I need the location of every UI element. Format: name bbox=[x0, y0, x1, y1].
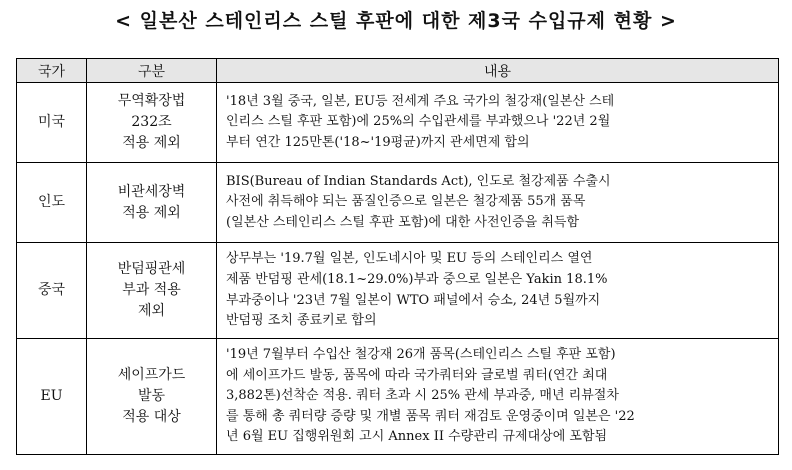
content-cell bbox=[217, 163, 779, 243]
category-line: 제외 bbox=[137, 303, 166, 319]
header-country: 국가 bbox=[17, 59, 87, 83]
category-line: 적용 대상 bbox=[122, 409, 181, 425]
country-cell: EU bbox=[17, 339, 87, 455]
category-line: 232조 bbox=[131, 114, 172, 130]
category-cell bbox=[87, 339, 217, 455]
import-regulation-table bbox=[16, 58, 779, 455]
content-line: 상무부는 '19.7월 일본, 인도네시아 및 EU 등의 스테인리스 열연 bbox=[226, 251, 593, 267]
category-line: 부과 적용 bbox=[122, 282, 181, 298]
content-line: '19년 7월부터 수입산 철강재 26개 품목(스테인리스 스틸 후판 포함) bbox=[226, 347, 616, 363]
category-cell bbox=[87, 243, 217, 339]
content-line: 3,882톤)선착순 적용. 쿼터 초과 시 25% 관세 부과중, 매년 리뷰절차 bbox=[226, 388, 619, 404]
category-cell bbox=[87, 83, 217, 163]
content-cell bbox=[217, 339, 779, 455]
category-line: 적용 제외 bbox=[122, 204, 181, 221]
content-line: '18년 3월 중국, 일본, EU등 전세계 주요 국가의 철강재(일본산 스테 bbox=[226, 93, 615, 109]
category-line: 비관세장벽 bbox=[117, 183, 186, 200]
content-cell bbox=[217, 243, 779, 339]
header-category: 구분 bbox=[87, 59, 217, 83]
content-line: 를 통해 총 쿼터량 증량 및 개별 품목 쿼터 재검토 운영중이며 일본은 '22 bbox=[226, 408, 635, 424]
category-line: 반덤핑관세 bbox=[117, 261, 186, 277]
category-line: 발동 bbox=[137, 388, 166, 404]
content-line: 부터 연간 125만톤('18~'19평균)까지 관세면제 합의 bbox=[226, 134, 530, 150]
content-line: (일본산 스테인리스 스틸 후판 포함)에 대한 사전인증을 취득함 bbox=[226, 214, 580, 230]
content-line: 부과중이나 '23년 7월 일본이 WTO 패널에서 승소, 24년 5월까지 bbox=[226, 292, 601, 308]
content-line: 에 세이프가드 발동, 품목에 따라 국가쿼터와 글로벌 쿼터(연간 최대 bbox=[226, 367, 608, 383]
country-cell: 인도 bbox=[17, 163, 87, 243]
header-content: 내용 bbox=[217, 59, 779, 83]
page-title: < 일본산 스테인리스 스틸 후판에 대한 제3국 수입규제 현황 > bbox=[115, 10, 677, 32]
table-row-india bbox=[17, 163, 779, 243]
country-cell: 중국 bbox=[17, 243, 87, 339]
table-row-china bbox=[17, 243, 779, 339]
category-line: 적용 제외 bbox=[122, 135, 181, 151]
table-row-usa bbox=[17, 83, 779, 163]
content-line: 사전에 취득해야 되는 품질인증으로 일본은 철강제품 55개 품목 bbox=[226, 194, 586, 210]
category-line: 무역확장법 bbox=[117, 93, 186, 109]
content-line: BIS(Bureau of Indian Standards Act), 인도로 철강제품 수출시 bbox=[226, 173, 611, 189]
category-cell bbox=[87, 163, 217, 243]
content-line: 년 6월 EU 집행위원회 고시 Annex II 수량관리 규제대상에 포함됨 bbox=[226, 429, 608, 445]
content-line: 제품 반덤핑 관세(18.1~29.0%)부과 중으로 일본은 Yakin 18.1% bbox=[226, 271, 608, 287]
content-cell bbox=[217, 83, 779, 163]
content-line: 반덤핑 조치 종료키로 합의 bbox=[226, 313, 377, 329]
country-cell: 미국 bbox=[17, 83, 87, 163]
table-row-eu bbox=[17, 339, 779, 455]
category-line: 세이프가드 bbox=[117, 367, 186, 383]
table-header-row bbox=[17, 59, 779, 83]
content-line: 인리스 스틸 후판 포함)에 25%의 수입관세를 부과했으나 '22년 2월 bbox=[226, 114, 611, 130]
